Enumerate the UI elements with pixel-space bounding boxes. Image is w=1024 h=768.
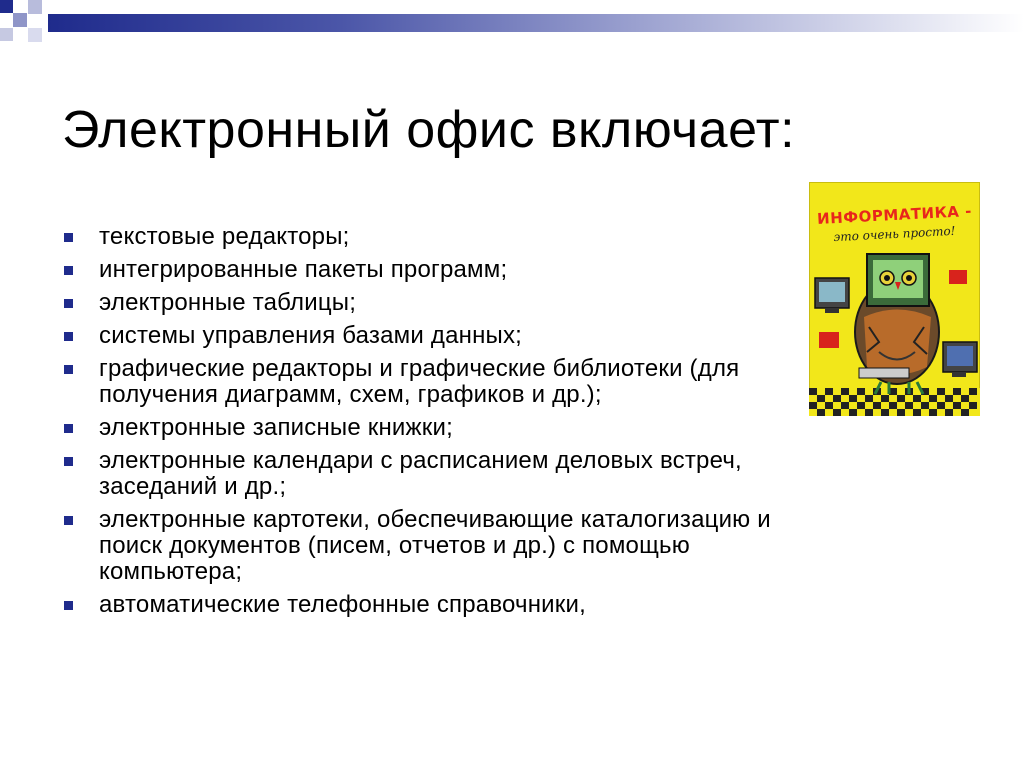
owl-illustration (855, 254, 939, 394)
square-bullet-icon (64, 299, 73, 308)
bullet-text: электронные картотеки, обеспечивающие каталогизацию и поиск документов (писем, отчетов и др.) с помощью компьютера; (99, 506, 771, 585)
header-gradient-band (48, 14, 1024, 32)
bullet-text: электронные записные книжки; (99, 414, 453, 441)
corner-square (0, 28, 13, 41)
square-bullet-icon (64, 332, 73, 341)
monitor-icon (943, 342, 977, 377)
bullet-item (62, 507, 802, 585)
square-bullet-icon (64, 457, 73, 466)
square-bullet-icon (64, 365, 73, 374)
bullet-item (62, 415, 802, 441)
bullet-item (62, 323, 802, 349)
bullet-item (62, 356, 802, 408)
checkered-floor (809, 388, 980, 416)
bullet-item (62, 290, 802, 316)
red-patch (949, 270, 967, 284)
corner-square (28, 0, 42, 14)
square-bullet-icon (64, 424, 73, 433)
bullet-text: автоматические телефонные справочники, (99, 591, 586, 618)
book-subtitle: это очень просто! (833, 223, 956, 245)
square-bullet-icon (64, 516, 73, 525)
bullet-text: электронные таблицы; (99, 289, 357, 316)
corner-square (28, 28, 42, 42)
bullet-text: системы управления базами данных; (99, 322, 523, 349)
book-title: ИНФОРМАТИКА - (816, 201, 973, 229)
red-patch (819, 332, 839, 348)
corner-square (0, 0, 13, 13)
bullet-item (62, 224, 802, 250)
slide-title: Электронный офис включает: (62, 101, 796, 159)
bullet-text: интегрированные пакеты программ; (99, 256, 508, 283)
bullet-list (62, 224, 802, 625)
bullet-text: текстовые редакторы; (99, 223, 350, 250)
monitor-icon (815, 278, 849, 313)
bullet-item (62, 592, 802, 618)
square-bullet-icon (64, 601, 73, 610)
corner-square (13, 13, 27, 27)
book-cover-image (809, 182, 980, 416)
bullet-text: электронные календари с расписанием деловых встреч, заседаний и др.; (99, 447, 742, 500)
square-bullet-icon (64, 233, 73, 242)
bullet-item (62, 448, 802, 500)
bullet-item (62, 257, 802, 283)
square-bullet-icon (64, 266, 73, 275)
bullet-text: графические редакторы и графические библиотеки (для получения диаграмм, схем, графиков и др.); (99, 355, 740, 408)
